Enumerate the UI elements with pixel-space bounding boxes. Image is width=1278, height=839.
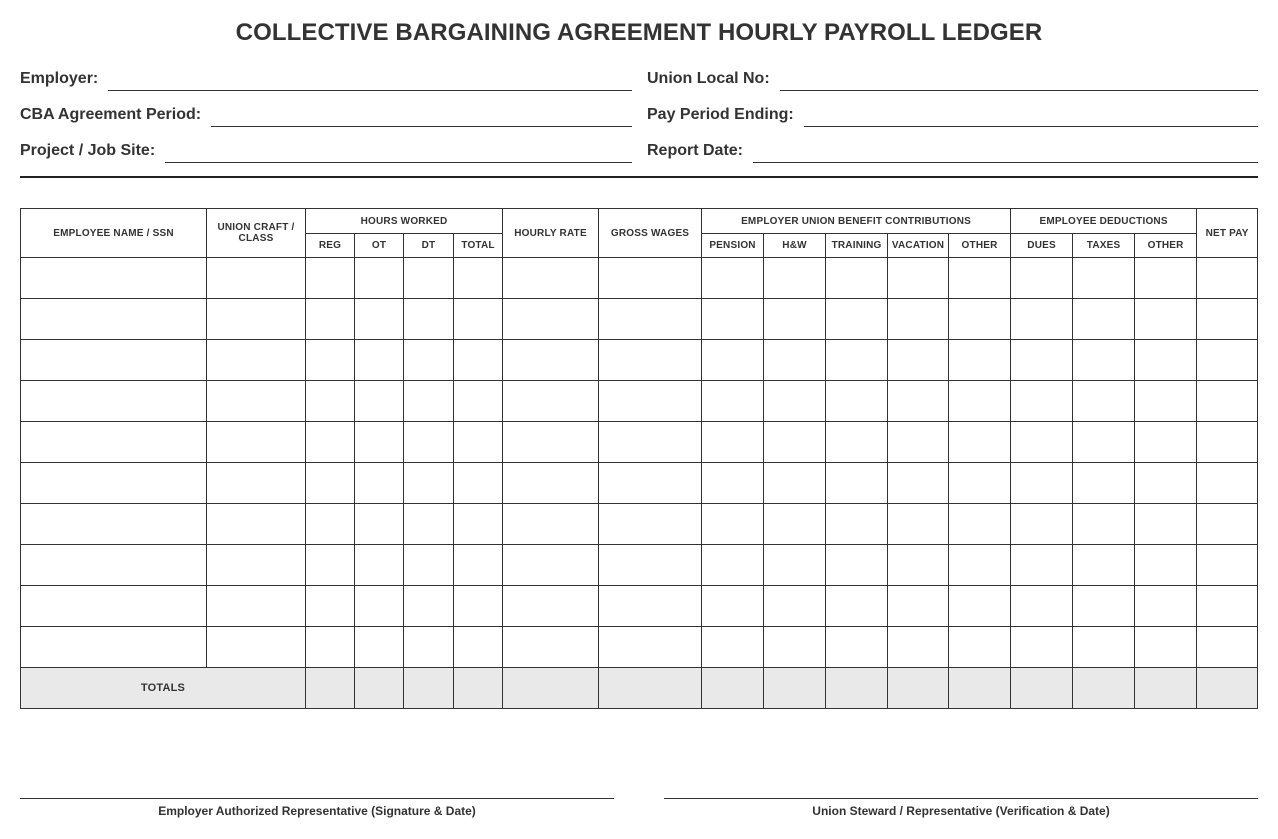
table-cell[interactable] bbox=[826, 340, 888, 381]
table-cell[interactable] bbox=[888, 463, 949, 504]
totals-cell[interactable] bbox=[599, 668, 702, 709]
table-cell[interactable] bbox=[1011, 422, 1073, 463]
table-cell[interactable] bbox=[949, 545, 1011, 586]
table-cell[interactable] bbox=[21, 422, 207, 463]
col-header-training: TRAINING bbox=[826, 234, 888, 258]
table-cell[interactable] bbox=[1135, 504, 1197, 545]
table-cell[interactable] bbox=[1011, 340, 1073, 381]
table-cell[interactable] bbox=[1073, 545, 1135, 586]
header-row-group bbox=[21, 209, 1258, 234]
table-cell[interactable] bbox=[454, 381, 503, 422]
table-cell[interactable] bbox=[404, 299, 454, 340]
table-cell[interactable] bbox=[826, 545, 888, 586]
col-header-hours-worked: HOURS WORKED bbox=[306, 209, 503, 234]
table-cell[interactable] bbox=[888, 586, 949, 627]
table-cell[interactable] bbox=[1011, 463, 1073, 504]
col-header-reg: REG bbox=[306, 234, 355, 258]
table-cell[interactable] bbox=[1135, 586, 1197, 627]
col-header-ot: OT bbox=[355, 234, 404, 258]
table-cell[interactable] bbox=[826, 463, 888, 504]
col-header-dues: DUES bbox=[1011, 234, 1073, 258]
table-cell[interactable] bbox=[702, 504, 764, 545]
table-cell[interactable] bbox=[1197, 340, 1258, 381]
totals-cell[interactable] bbox=[306, 668, 355, 709]
table-cell[interactable] bbox=[1135, 463, 1197, 504]
table-row bbox=[21, 381, 1258, 422]
table-cell[interactable] bbox=[702, 627, 764, 668]
table-cell[interactable] bbox=[306, 422, 355, 463]
table-cell[interactable] bbox=[207, 545, 306, 586]
table-row bbox=[21, 422, 1258, 463]
table-cell[interactable] bbox=[888, 299, 949, 340]
table-cell[interactable] bbox=[306, 299, 355, 340]
table-cell[interactable] bbox=[1197, 299, 1258, 340]
cba-period-input-line[interactable] bbox=[211, 125, 632, 127]
table-cell[interactable] bbox=[826, 381, 888, 422]
table-cell[interactable] bbox=[599, 627, 702, 668]
col-header-craft: UNION CRAFT / CLASS bbox=[207, 209, 306, 258]
col-header-vacation: VACATION bbox=[888, 234, 949, 258]
table-cell[interactable] bbox=[1073, 586, 1135, 627]
table-cell[interactable] bbox=[1073, 504, 1135, 545]
project-site-input-line[interactable] bbox=[165, 161, 632, 163]
table-cell[interactable] bbox=[1197, 422, 1258, 463]
totals-cell[interactable] bbox=[702, 668, 764, 709]
table-cell[interactable] bbox=[454, 504, 503, 545]
table-cell[interactable] bbox=[21, 258, 207, 299]
employer-field[interactable] bbox=[20, 61, 632, 91]
table-cell[interactable] bbox=[207, 422, 306, 463]
report-date-input-line[interactable] bbox=[753, 161, 1258, 163]
table-cell[interactable] bbox=[207, 258, 306, 299]
table-cell[interactable] bbox=[404, 504, 454, 545]
table-cell[interactable] bbox=[764, 422, 826, 463]
table-cell[interactable] bbox=[949, 381, 1011, 422]
table-cell[interactable] bbox=[1011, 627, 1073, 668]
header-divider bbox=[20, 176, 1258, 178]
table-cell[interactable] bbox=[1135, 381, 1197, 422]
col-header-dt: DT bbox=[404, 234, 454, 258]
table-cell[interactable] bbox=[764, 258, 826, 299]
table-cell[interactable] bbox=[599, 586, 702, 627]
table-cell[interactable] bbox=[1135, 545, 1197, 586]
union-local-label: Union Local No: bbox=[647, 70, 770, 87]
totals-cell[interactable] bbox=[1135, 668, 1197, 709]
table-cell[interactable] bbox=[702, 463, 764, 504]
table-cell[interactable] bbox=[404, 545, 454, 586]
totals-cell[interactable] bbox=[404, 668, 454, 709]
table-cell[interactable] bbox=[702, 422, 764, 463]
table-row bbox=[21, 463, 1258, 504]
totals-cell[interactable] bbox=[764, 668, 826, 709]
table-cell[interactable] bbox=[404, 381, 454, 422]
table-cell[interactable] bbox=[503, 299, 599, 340]
table-cell[interactable] bbox=[764, 627, 826, 668]
table-row bbox=[21, 299, 1258, 340]
table-row bbox=[21, 258, 1258, 299]
table-cell[interactable] bbox=[1197, 627, 1258, 668]
totals-cell[interactable] bbox=[888, 668, 949, 709]
col-header-deduction-other: OTHER bbox=[1135, 234, 1197, 258]
table-cell[interactable] bbox=[599, 258, 702, 299]
table-cell[interactable] bbox=[306, 545, 355, 586]
table-cell[interactable] bbox=[1073, 299, 1135, 340]
table-row bbox=[21, 504, 1258, 545]
col-header-taxes: TAXES bbox=[1073, 234, 1135, 258]
employer-label: Employer: bbox=[20, 70, 99, 87]
table-cell[interactable] bbox=[1011, 299, 1073, 340]
table-cell[interactable] bbox=[503, 463, 599, 504]
table-cell[interactable] bbox=[599, 545, 702, 586]
table-cell[interactable] bbox=[21, 381, 207, 422]
table-cell[interactable] bbox=[888, 381, 949, 422]
table-cell[interactable] bbox=[21, 340, 207, 381]
table-cell[interactable] bbox=[454, 340, 503, 381]
pay-period-ending-input-line[interactable] bbox=[804, 125, 1258, 127]
totals-cell[interactable] bbox=[454, 668, 503, 709]
table-cell[interactable] bbox=[949, 627, 1011, 668]
totals-cell[interactable] bbox=[949, 668, 1011, 709]
table-cell[interactable] bbox=[1197, 381, 1258, 422]
table-cell[interactable] bbox=[1073, 381, 1135, 422]
col-header-employee-deductions: EMPLOYEE DEDUCTIONS bbox=[1011, 209, 1197, 234]
table-cell[interactable] bbox=[207, 586, 306, 627]
col-header-pension: PENSION bbox=[702, 234, 764, 258]
table-cell[interactable] bbox=[355, 258, 404, 299]
project-site-field[interactable] bbox=[20, 133, 632, 163]
table-cell[interactable] bbox=[1011, 258, 1073, 299]
table-cell[interactable] bbox=[826, 627, 888, 668]
table-cell[interactable] bbox=[306, 340, 355, 381]
table-cell[interactable] bbox=[599, 299, 702, 340]
table-cell[interactable] bbox=[1197, 463, 1258, 504]
table-cell[interactable] bbox=[702, 545, 764, 586]
table-cell[interactable] bbox=[21, 299, 207, 340]
table-cell[interactable] bbox=[1073, 422, 1135, 463]
table-cell[interactable] bbox=[503, 258, 599, 299]
table-cell[interactable] bbox=[888, 545, 949, 586]
table-cell[interactable] bbox=[1011, 545, 1073, 586]
pay-period-ending-field[interactable] bbox=[647, 97, 1258, 127]
col-header-employee: EMPLOYEE NAME / SSN bbox=[21, 209, 207, 258]
totals-row bbox=[21, 668, 1258, 709]
totals-cell[interactable] bbox=[503, 668, 599, 709]
col-header-total: TOTAL bbox=[454, 234, 503, 258]
table-cell[interactable] bbox=[599, 422, 702, 463]
table-cell[interactable] bbox=[306, 258, 355, 299]
table-cell[interactable] bbox=[1135, 258, 1197, 299]
table-cell[interactable] bbox=[1011, 381, 1073, 422]
payroll-ledger-table bbox=[20, 208, 1258, 709]
table-cell[interactable] bbox=[306, 463, 355, 504]
table-cell[interactable] bbox=[1135, 299, 1197, 340]
table-cell[interactable] bbox=[503, 422, 599, 463]
col-header-benefit-other: OTHER bbox=[949, 234, 1011, 258]
table-cell[interactable] bbox=[1073, 340, 1135, 381]
table-cell[interactable] bbox=[355, 463, 404, 504]
table-cell[interactable] bbox=[404, 586, 454, 627]
table-cell[interactable] bbox=[306, 627, 355, 668]
table-cell[interactable] bbox=[1011, 504, 1073, 545]
union-local-field[interactable] bbox=[647, 61, 1258, 91]
table-cell[interactable] bbox=[1197, 258, 1258, 299]
table-cell[interactable] bbox=[1197, 586, 1258, 627]
table-cell[interactable] bbox=[503, 381, 599, 422]
table-cell[interactable] bbox=[949, 340, 1011, 381]
table-cell[interactable] bbox=[764, 340, 826, 381]
table-cell[interactable] bbox=[949, 422, 1011, 463]
table-cell[interactable] bbox=[21, 545, 207, 586]
col-header-gross-wages: GROSS WAGES bbox=[599, 209, 702, 258]
page-title: COLLECTIVE BARGAINING AGREEMENT HOURLY PAYROLL LEDGER bbox=[235, 19, 1043, 46]
table-cell[interactable] bbox=[702, 258, 764, 299]
table-cell[interactable] bbox=[355, 422, 404, 463]
table-cell[interactable] bbox=[888, 627, 949, 668]
table-cell[interactable] bbox=[949, 586, 1011, 627]
table-cell[interactable] bbox=[207, 340, 306, 381]
col-header-employer-benefits: EMPLOYER UNION BENEFIT CONTRIBUTIONS bbox=[702, 209, 1011, 234]
table-cell[interactable] bbox=[1135, 340, 1197, 381]
col-header-hw: H&W bbox=[764, 234, 826, 258]
table-cell[interactable] bbox=[888, 422, 949, 463]
table-cell[interactable] bbox=[826, 586, 888, 627]
table-cell[interactable] bbox=[949, 258, 1011, 299]
table-cell[interactable] bbox=[454, 627, 503, 668]
table-cell[interactable] bbox=[1135, 422, 1197, 463]
pay-period-ending-label: Pay Period Ending: bbox=[647, 106, 794, 123]
table-cell[interactable] bbox=[355, 299, 404, 340]
report-date-label: Report Date: bbox=[647, 142, 744, 159]
table-cell[interactable] bbox=[599, 463, 702, 504]
table-cell[interactable] bbox=[207, 381, 306, 422]
table-cell[interactable] bbox=[454, 422, 503, 463]
table-cell[interactable] bbox=[1197, 545, 1258, 586]
table-cell[interactable] bbox=[503, 340, 599, 381]
table-cell[interactable] bbox=[764, 463, 826, 504]
col-header-hourly-rate: HOURLY RATE bbox=[503, 209, 599, 258]
table-cell[interactable] bbox=[1073, 258, 1135, 299]
table-cell[interactable] bbox=[599, 340, 702, 381]
report-date-field[interactable] bbox=[647, 133, 1258, 163]
totals-cell[interactable] bbox=[355, 668, 404, 709]
table-cell[interactable] bbox=[888, 340, 949, 381]
table-cell[interactable] bbox=[764, 545, 826, 586]
table-cell[interactable] bbox=[1011, 586, 1073, 627]
table-row bbox=[21, 340, 1258, 381]
table-cell[interactable] bbox=[599, 381, 702, 422]
table-cell[interactable] bbox=[949, 299, 1011, 340]
totals-label: TOTALS bbox=[21, 668, 306, 709]
table-cell[interactable] bbox=[702, 340, 764, 381]
table-cell[interactable] bbox=[21, 463, 207, 504]
table-cell[interactable] bbox=[764, 586, 826, 627]
table-cell[interactable] bbox=[949, 504, 1011, 545]
table-cell[interactable] bbox=[764, 381, 826, 422]
table-cell[interactable] bbox=[404, 258, 454, 299]
table-cell[interactable] bbox=[207, 299, 306, 340]
union-local-input-line[interactable] bbox=[780, 89, 1258, 91]
table-cell[interactable] bbox=[702, 586, 764, 627]
table-row bbox=[21, 586, 1258, 627]
cba-period-field[interactable] bbox=[20, 97, 632, 127]
table-cell[interactable] bbox=[21, 627, 207, 668]
table-cell[interactable] bbox=[949, 463, 1011, 504]
employer-signature-line[interactable]: Employer Authorized Representative (Signature & Date) bbox=[20, 798, 614, 818]
cba-period-label: CBA Agreement Period: bbox=[20, 106, 202, 123]
table-cell[interactable] bbox=[764, 299, 826, 340]
table-cell[interactable] bbox=[207, 504, 306, 545]
table-cell[interactable] bbox=[826, 504, 888, 545]
table-cell[interactable] bbox=[355, 381, 404, 422]
col-header-net-pay: NET PAY bbox=[1197, 209, 1258, 258]
table-cell[interactable] bbox=[1073, 463, 1135, 504]
table-cell[interactable] bbox=[888, 258, 949, 299]
table-row bbox=[21, 545, 1258, 586]
totals-cell[interactable] bbox=[826, 668, 888, 709]
totals-cell[interactable] bbox=[1073, 668, 1135, 709]
table-cell[interactable] bbox=[355, 545, 404, 586]
table-cell[interactable] bbox=[1073, 627, 1135, 668]
table-cell[interactable] bbox=[599, 504, 702, 545]
table-cell[interactable] bbox=[21, 586, 207, 627]
table-cell[interactable] bbox=[355, 340, 404, 381]
table-cell[interactable] bbox=[454, 299, 503, 340]
table-cell[interactable] bbox=[306, 586, 355, 627]
table-cell[interactable] bbox=[888, 504, 949, 545]
table-cell[interactable] bbox=[826, 258, 888, 299]
table-cell[interactable] bbox=[826, 299, 888, 340]
table-cell[interactable] bbox=[306, 381, 355, 422]
table-cell[interactable] bbox=[503, 627, 599, 668]
table-cell[interactable] bbox=[702, 381, 764, 422]
table-cell[interactable] bbox=[404, 463, 454, 504]
table-row bbox=[21, 627, 1258, 668]
table-cell[interactable] bbox=[1135, 627, 1197, 668]
employer-input-line[interactable] bbox=[108, 89, 632, 91]
table-cell[interactable] bbox=[454, 586, 503, 627]
table-cell[interactable] bbox=[503, 586, 599, 627]
table-cell[interactable] bbox=[355, 586, 404, 627]
union-signature-line[interactable]: Union Steward / Representative (Verification & Date) bbox=[664, 798, 1258, 818]
table-cell[interactable] bbox=[207, 463, 306, 504]
table-cell[interactable] bbox=[404, 422, 454, 463]
table-cell[interactable] bbox=[503, 504, 599, 545]
totals-cell[interactable] bbox=[1197, 668, 1258, 709]
table-cell[interactable] bbox=[764, 504, 826, 545]
table-cell[interactable] bbox=[454, 258, 503, 299]
table-cell[interactable] bbox=[702, 299, 764, 340]
table-cell[interactable] bbox=[404, 627, 454, 668]
table-cell[interactable] bbox=[404, 340, 454, 381]
table-cell[interactable] bbox=[306, 504, 355, 545]
table-cell[interactable] bbox=[355, 504, 404, 545]
table-cell[interactable] bbox=[454, 463, 503, 504]
table-cell[interactable] bbox=[355, 627, 404, 668]
table-cell[interactable] bbox=[826, 422, 888, 463]
project-site-label: Project / Job Site: bbox=[20, 142, 156, 159]
table-cell[interactable] bbox=[503, 545, 599, 586]
table-cell[interactable] bbox=[1197, 504, 1258, 545]
table-cell[interactable] bbox=[207, 627, 306, 668]
totals-cell[interactable] bbox=[1011, 668, 1073, 709]
table-cell[interactable] bbox=[21, 504, 207, 545]
table-cell[interactable] bbox=[454, 545, 503, 586]
